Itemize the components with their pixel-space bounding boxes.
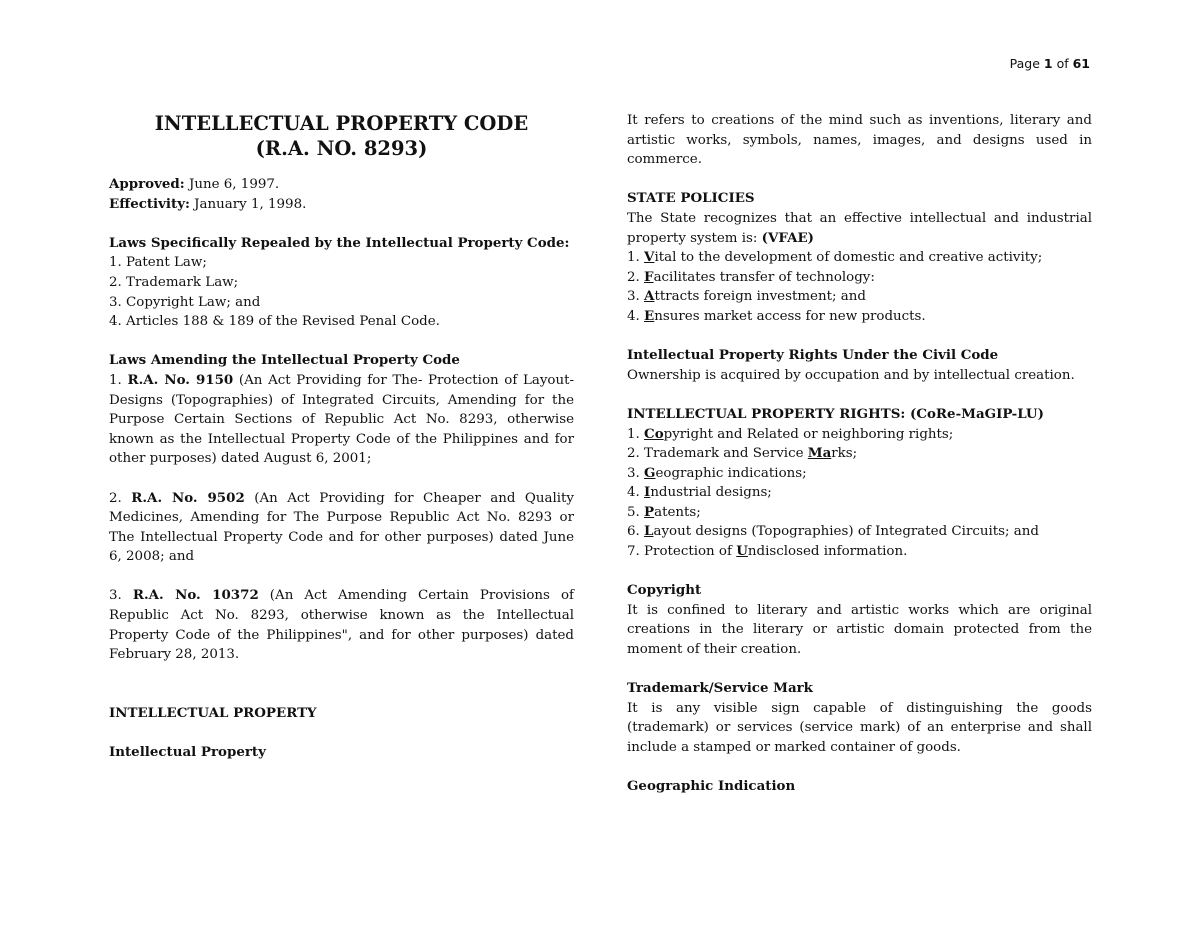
effectivity-value: January 1, 1998. — [189, 196, 307, 212]
copyright-block — [627, 581, 1092, 659]
policies-intro: The State recognizes that an effective intellectual and industrial property system is: — [627, 210, 1092, 246]
approved-value: June 6, 1997. — [184, 177, 280, 192]
title-line-1: INTELLECTUAL PROPERTY CODE — [154, 112, 529, 135]
approved-line — [109, 175, 574, 195]
page-number-total: 61 — [1072, 56, 1090, 71]
right-post: pyright and Related or neighboring rights; — [663, 426, 954, 442]
amend-1-num: 1. — [109, 372, 128, 388]
right-letters: Co — [644, 425, 664, 442]
right-item — [627, 483, 1092, 503]
right-num: 4. — [627, 485, 645, 501]
policy-text: acilitates transfer of technology: — [653, 269, 875, 285]
amend-2-num: 2. — [109, 490, 132, 506]
policy-num: 2. — [627, 269, 645, 285]
policy-item — [627, 307, 1092, 327]
right-post: ndustrial designs; — [650, 485, 772, 501]
copyright-heading: Copyright — [627, 582, 702, 599]
rights-block — [627, 405, 1092, 562]
repealed-block — [109, 234, 574, 332]
right-pre: Trademark and Service — [644, 446, 808, 462]
geo-heading: Geographic Indication — [627, 778, 796, 795]
ip-subheading: Intellectual Property — [109, 744, 266, 761]
policies-block — [627, 189, 1092, 326]
right-num: 3. — [627, 465, 645, 481]
right-num: 6. — [627, 524, 645, 540]
page-number-of: of — [1052, 56, 1073, 71]
title-line-2: (R.A. NO. 8293) — [255, 137, 428, 160]
ip-heading-block — [109, 704, 574, 724]
right-num: 1. — [627, 426, 645, 442]
policy-letter: F — [644, 268, 654, 285]
right-post: rks; — [831, 446, 858, 462]
left-column — [109, 111, 574, 782]
page-number — [1010, 56, 1090, 71]
amending-heading: Laws Amending the Intellectual Property Code — [109, 352, 460, 369]
repealed-heading: Laws Specifically Repealed by the Intellectual Property Code: — [109, 234, 570, 251]
policy-text: nsures market access for new products. — [654, 308, 926, 324]
right-letters: L — [644, 523, 654, 540]
right-letters: P — [644, 503, 655, 520]
repealed-item: 4. Articles 188 & 189 of the Revised Penal Code. — [109, 314, 440, 330]
right-letters: I — [644, 484, 651, 501]
right-item — [627, 503, 1092, 523]
policy-num: 3. — [627, 289, 645, 305]
right-post: atents; — [654, 504, 701, 520]
repealed-item: 3. Copyright Law; and — [109, 294, 261, 310]
right-post: ndisclosed information. — [747, 544, 908, 560]
right-post: eographic indications; — [655, 465, 807, 481]
policy-letter: V — [644, 249, 655, 266]
effectivity-label: Effectivity: — [109, 195, 190, 212]
ip-subheading-block — [109, 743, 574, 763]
amending-block — [109, 351, 574, 469]
approved-label: Approved: — [109, 176, 185, 192]
amend-3-ra: R.A. No. 10372 — [132, 587, 259, 604]
amend-1-ra: R.A. No. 9150 — [127, 371, 234, 388]
amend-3-block — [109, 586, 574, 664]
dates-block — [109, 175, 574, 214]
document-title — [109, 111, 574, 161]
right-letters: U — [736, 543, 748, 560]
amend-3-text: (An Act Amending Certain Provisions of Republic Act No. 8293, otherwise known as the Intellectual Property Code of the Philippines", and for other purposes) dated February 28, 2013. — [109, 588, 574, 663]
trademark-block — [627, 679, 1092, 757]
right-letters: G — [644, 464, 656, 481]
repealed-item: 2. Trademark Law; — [109, 274, 239, 290]
policy-letter: A — [644, 288, 655, 305]
civil-heading: Intellectual Property Rights Under the Civil Code — [627, 347, 999, 364]
ip-definition: It refers to creations of the mind such as inventions, literary and artistic works, symbols, names, images, and designs used in commerce. — [627, 113, 1092, 168]
policy-num: 1. — [627, 250, 645, 266]
right-pre: Protection of — [644, 544, 737, 560]
policy-num: 4. — [627, 308, 645, 324]
right-item — [627, 522, 1092, 542]
policy-item — [627, 268, 1092, 288]
right-num: 7. — [627, 544, 645, 560]
geo-block — [627, 777, 1092, 797]
trademark-text: It is any visible sign capable of distinguishing the goods (trademark) or services (service mark) of an enterprise and shall include a stamped or marked container of goods. — [627, 700, 1092, 755]
copyright-text: It is confined to literary and artistic works which are original creations in the literary or artistic domain protected from the moment of their creation. — [627, 602, 1092, 658]
amend-2-ra: R.A. No. 9502 — [131, 489, 245, 506]
policies-acronym: (VFAE) — [761, 229, 815, 246]
right-item — [627, 464, 1092, 484]
effectivity-line — [109, 195, 574, 215]
amend-2-text: (An Act Providing for Cheaper and Quality Medicines, Amending for The Purpose Republic Act No. 8293 or The Intellectual Property Code and for other purposes) dated June 6, 2008; and — [109, 490, 574, 565]
policy-text: ital to the development of domestic and creative activity; — [654, 250, 1043, 266]
right-item — [627, 425, 1092, 445]
trademark-heading: Trademark/Service Mark — [627, 680, 813, 697]
ip-heading: INTELLECTUAL PROPERTY — [109, 704, 317, 721]
policy-item — [627, 287, 1092, 307]
right-letters: Ma — [807, 445, 832, 462]
right-num: 2. — [627, 446, 645, 462]
right-num: 5. — [627, 504, 645, 520]
page-number-current: 1 — [1043, 56, 1053, 71]
policy-text: ttracts foreign investment; and — [654, 289, 866, 305]
right-item — [627, 444, 1092, 464]
policies-heading: STATE POLICIES — [627, 190, 755, 207]
policy-item — [627, 248, 1092, 268]
policies-intro-line — [627, 209, 1092, 248]
policy-letter: E — [644, 307, 655, 324]
right-post: ayout designs (Topographies) of Integrated Circuits; and — [653, 524, 1039, 540]
amend-2-block — [109, 489, 574, 567]
amend-1-text: (An Act Providing for The- Protection of Layout-Designs (Topographies) of Integrated Circuits, Amending for the Purpose Certain Sections of Republic Act No. 8293, otherwise known as the Intellectual Property Code of the Philippines and for other purposes) dated August 6, 2001; — [109, 372, 574, 467]
amend-3-num: 3. — [109, 588, 133, 604]
right-item — [627, 542, 1092, 562]
civil-block — [627, 346, 1092, 385]
repealed-item: 1. Patent Law; — [109, 255, 207, 271]
civil-text: Ownership is acquired by occupation and by intellectual creation. — [627, 367, 1075, 383]
right-column — [627, 111, 1092, 816]
rights-heading: INTELLECTUAL PROPERTY RIGHTS: (CoRe-MaGIP-LU) — [627, 405, 1044, 422]
page-number-prefix: Page — [1009, 56, 1044, 71]
